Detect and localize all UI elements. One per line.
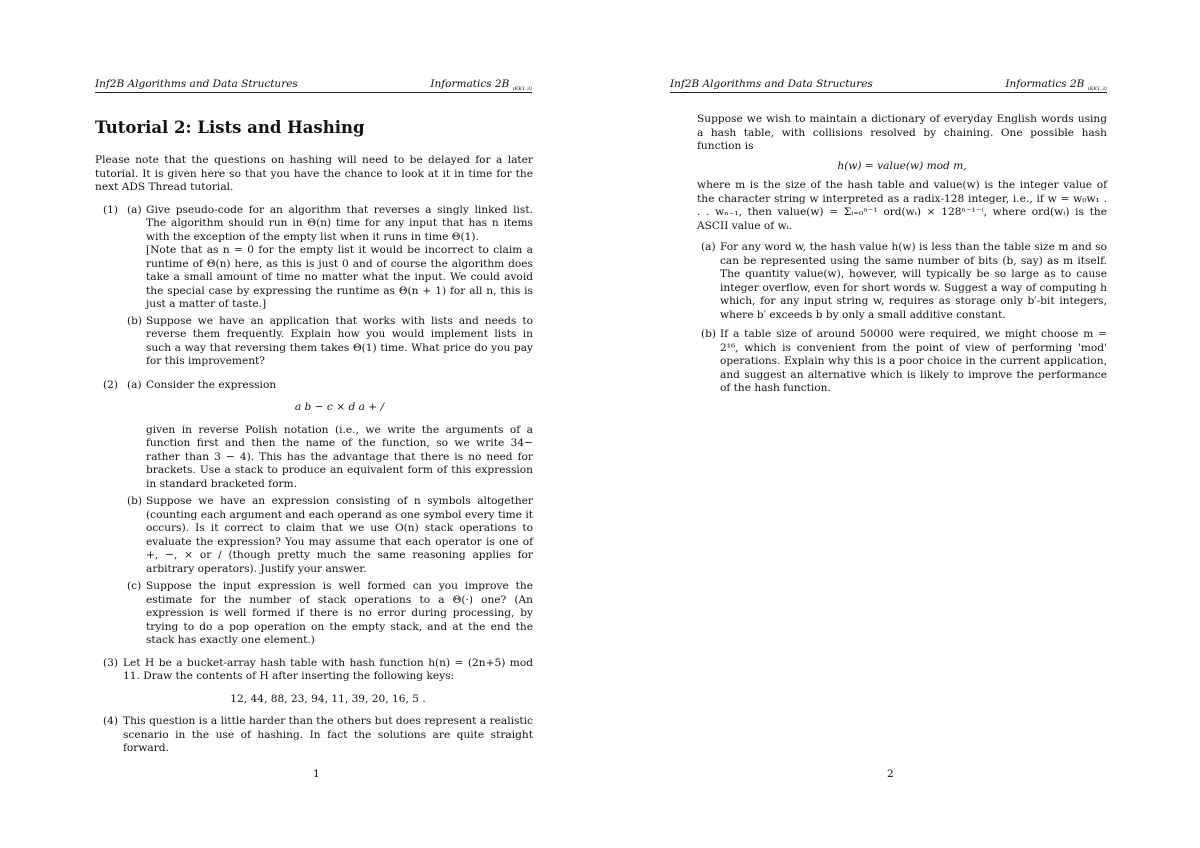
question-2 [95, 379, 533, 648]
part-label: (b) [127, 314, 143, 327]
key-list: 12, 44, 88, 23, 94, 11, 39, 20, 16, 5 . [230, 692, 426, 705]
question-text: This question is a little harder than the others but does represent a realistic scenario in the use of hashing. In fact the solutions are quite straight forward. [123, 715, 533, 754]
question-4 [95, 715, 533, 756]
question-text: Suppose we have an application that works with lists and needs to reverse them frequently. Explain how you would implement lists in such a way that reversing them takes Θ(1) time. What price do you pay for this improvement? [146, 314, 533, 367]
page-2-body [697, 113, 1107, 396]
header-module: Informatics 2B $_{(KK1.3)}$ [1005, 78, 1107, 93]
question-2b [123, 495, 533, 576]
hash-formula: h(w) = value(w) mod m, [837, 159, 967, 172]
intro-paragraph: Suppose we wish to maintain a dictionary of everyday English words using a hash table, with collisions resolved by chaining. One possible hash function is [697, 113, 1107, 152]
header-module: Informatics 2B $_{(KK1.3)}$ [430, 78, 532, 93]
page-number: 1 [313, 768, 320, 780]
question-text: Give pseudo-code for an algorithm that reverses a singly linked list. The algorithm should run in Θ(n) time for any input that has n items with the exception of the empty list when it runs in time Θ(1). [146, 203, 533, 243]
part-label: (b) [127, 495, 143, 507]
question-part-a [697, 241, 1107, 322]
page-2 [600, 0, 1200, 848]
question-text: Let H be a bucket-array hash table with hash function h(n) = (2n+5) mod 11. Draw the contents of H after inserting the following keys: [123, 656, 533, 682]
question-number: (2) [103, 378, 119, 391]
question-text: Consider the expression [146, 378, 277, 391]
tutorial-title: Tutorial 2: Lists and Hashing [95, 118, 365, 137]
question-text-continued: given in reverse Polish notation (i.e., we write the arguments of a function first and then the name of the function, so we write 34− rather than 3 − 4). This has the advantage that there is no need for brackets. Use a stack to produce an equivalent form of this expression in standard bracketed form. [146, 423, 533, 490]
question-number: (3) [103, 656, 119, 669]
question-number: (1) [103, 203, 119, 216]
page-1-body [95, 118, 533, 756]
definition-paragraph: where m is the size of the hash table and value(w) is the integer value of the character string w interpreted as a radix-128 integer, i.e., if w = w₀w₁ . . . wₙ₋₁, then value(w) = Σᵢ₌₀ⁿ⁻¹ ord(wᵢ) × 128ⁿ⁻¹⁻ⁱ, where ord(wᵢ) is the ASCII value of wᵢ. [697, 179, 1107, 232]
question-1 [95, 204, 533, 369]
page-number: 2 [887, 768, 894, 780]
intro-paragraph: Please note that the questions on hashing will need to be delayed for a later tutorial. It is given here so that you have the chance to look at it in time for the next ADS Thread tutorial. [95, 154, 533, 193]
header-course: Inf2B Algorithms and Data Structures [670, 78, 873, 90]
question-1b [123, 315, 533, 369]
question-text: Suppose we have an expression consisting of n symbols altogether (counting each argument and each operand as one symbol every time it occurs). Is it correct to claim that we use O(n) stack operations to evaluate the expression? You may assume that each operator is one of +, −, × or / (though pretty much the same reasoning applies for arbitrary operators). Justify your answer. [146, 495, 533, 575]
question-2a [123, 379, 533, 492]
question-text: For any word w, the hash value h(w) is less than the table size m and so can be represented using the same number of bits (b, say) as m itself. The quantity value(w), however, will typically be so large as to cause integer overflow, even for short words w. Suggest a way of computing h which, for any input string w, requires as storage only b′-bit integers, where b′ exceeds b by only a small additive constant. [720, 241, 1107, 321]
question-note: [Note that as n = 0 for the empty list it would be incorrect to claim a runtime of Θ(n) here, as this is just 0 and of course the algorithm does take a small amount of time no matter what the input. We could avoid the special case by expressing the runtime as Θ(n + 1) for all n, this is just a matter of taste.] [146, 244, 533, 310]
part-label: (a) [701, 241, 716, 253]
question-text: Suppose the input expression is well formed can you improve the estimate for the number of stack operations to a Θ(·) one? (An expression is well formed if there is no error during processing, by trying to do a pop operation on the empty stack, and at the end the stack has exactly one element.) [146, 580, 533, 646]
running-header [95, 78, 532, 93]
header-course: Inf2B Algorithms and Data Structures [95, 78, 298, 90]
question-2c [123, 580, 533, 648]
part-label: (a) [127, 203, 142, 216]
running-header [670, 78, 1107, 93]
rpn-expression: a b − c × d a + / [294, 401, 385, 413]
part-label: (c) [127, 580, 142, 592]
question-1a [123, 204, 533, 312]
question-3 [95, 657, 533, 707]
question-part-b [697, 328, 1107, 396]
part-label: (b) [701, 328, 717, 340]
question-number: (4) [103, 715, 119, 727]
part-label: (a) [127, 378, 142, 391]
question-text: If a table size of around 50000 were required, we might choose m = 2¹⁶, which is convenient from the point of view of performing 'mod' operations. Explain why this is a poor choice in the current application, and suggest an alternative which is likely to improve the performance of the hash function. [720, 328, 1107, 394]
